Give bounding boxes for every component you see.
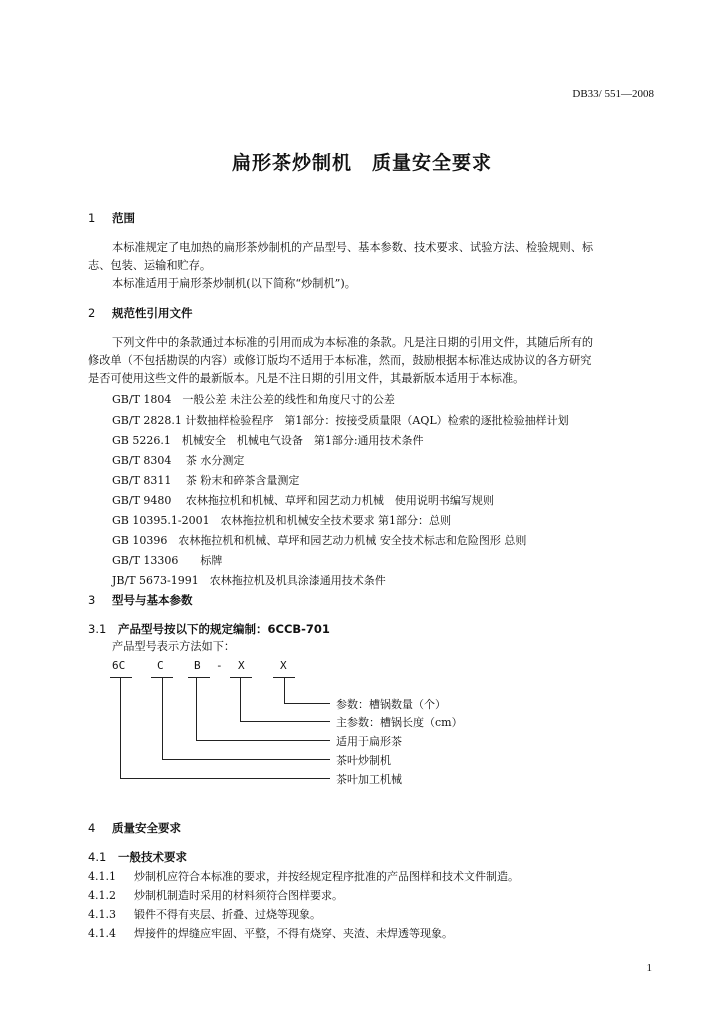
model-label: 主参数：槽锅长度（cm） [336, 716, 463, 729]
section-2-para-line1: 下列文件中的条款通过本标准的引用而成为本标准的条款。凡是注日期的引用文件，其随后所有的 [112, 336, 594, 349]
leader-vertical [162, 677, 163, 759]
model-code-dash: - [216, 659, 223, 672]
reference-item: GB 5226.1 机械安全 机械电气设备 第1部分:通用技术条件 [112, 434, 424, 447]
section-1-para2: 本标准适用于扁形茶炒制机(以下简称“炒制机”)。 [112, 277, 356, 290]
clause-text: 锻件不得有夹层、折叠、过烧等现象。 [134, 908, 321, 921]
subsection-number: 3.1 [88, 622, 107, 636]
reference-item: GB 10395.1-2001 农林拖拉机和机械安全技术要求 第1部分：总则 [112, 514, 452, 527]
clause-number: 4.1.1 [88, 870, 116, 883]
clause-number: 4.1.2 [88, 889, 116, 902]
clause-number: 4.1.4 [88, 927, 116, 940]
section-title: 质量安全要求 [112, 821, 181, 835]
code-underline [110, 677, 132, 678]
clause-text: 炒制机制造时采用的材料须符合图样要求。 [134, 889, 343, 902]
reference-item: JB/T 5673-1991 农林拖拉机及机具涂漆通用技术条件 [112, 574, 386, 587]
section-number: 3 [88, 593, 96, 607]
leader-vertical [240, 677, 241, 721]
clause-item [88, 887, 343, 903]
section-number: 2 [88, 306, 96, 320]
leader-horizontal [162, 759, 330, 760]
section-number: 1 [88, 211, 96, 225]
clause-text: 焊接件的焊缝应牢固、平整，不得有烧穿、夹渣、未焊透等现象。 [134, 927, 453, 940]
leader-horizontal [284, 703, 330, 704]
reference-item: GB/T 8311 茶 粉末和碎茶含量测定 [112, 474, 300, 487]
model-code-x2: X [280, 659, 287, 672]
model-label: 茶叶炒制机 [336, 754, 391, 767]
standard-number: DB33/ 551—2008 [572, 88, 654, 100]
subsection-4-1-heading [88, 849, 187, 865]
section-2-para-line3: 是否可使用这些文件的最新版本。凡是不注日期的引用文件，其最新版本适用于本标准。 [88, 372, 525, 385]
section-1-para1-line2: 志、包装、运输和贮存。 [88, 259, 212, 272]
subsection-3-1-heading [88, 621, 330, 637]
clause-text: 炒制机应符合本标准的要求，并按经规定程序批准的产品图样和技术文件制造。 [134, 870, 519, 883]
subsection-title: 产品型号按以下的规定编制：6CCB-701 [118, 622, 330, 636]
leader-horizontal [240, 721, 330, 722]
leader-horizontal [196, 740, 330, 741]
section-title: 型号与基本参数 [112, 593, 193, 607]
section-2-para-line2: 修改单（不包括勘误的内容）或修订版均不适用于本标准，然而，鼓励根据本标准达成协议的各方研究 [88, 354, 592, 367]
model-label: 茶叶加工机械 [336, 773, 402, 786]
reference-item: GB 10396 农林拖拉机和机械、草坪和园艺动力机械 安全技术标志和危险图形 总则 [112, 534, 527, 547]
subsection-title: 一般技术要求 [118, 850, 187, 864]
reference-item: GB/T 1804 一般公差 未注公差的线性和角度尺寸的公差 [112, 393, 395, 406]
section-4-heading [88, 820, 181, 836]
clause-item [88, 906, 321, 922]
page-number: 1 [646, 962, 652, 974]
leader-vertical [284, 677, 285, 703]
reference-item: GB/T 8304 茶 水分测定 [112, 454, 245, 467]
section-title: 规范性引用文件 [112, 306, 193, 320]
reference-item: GB/T 13306 标牌 [112, 554, 223, 567]
section-3-heading [88, 592, 193, 608]
model-code-6c: 6C [112, 659, 126, 672]
leader-vertical [196, 677, 197, 740]
model-code-x1: X [238, 659, 245, 672]
model-label: 适用于扁形茶 [336, 735, 402, 748]
model-code-c: C [157, 659, 164, 672]
section-1-heading [88, 210, 135, 226]
section-number: 4 [88, 821, 96, 835]
clause-item [88, 925, 453, 941]
clause-item [88, 868, 519, 884]
reference-item: GB/T 2828.1 计数抽样检验程序 第1部分：按接受质量限（AQL）检索的逐批检验抽样计划 [112, 414, 569, 427]
model-label: 参数：槽锅数量（个） [336, 698, 446, 711]
section-1-para1-line1: 本标准规定了电加热的扁形茶炒制机的产品型号、基本参数、技术要求、试验方法、检验规则、标 [112, 241, 594, 254]
code-underline [188, 677, 210, 678]
clause-number: 4.1.3 [88, 908, 116, 921]
section-2-heading [88, 305, 193, 321]
subsection-number: 4.1 [88, 850, 107, 864]
model-code-b: B [194, 659, 201, 672]
leader-horizontal [120, 778, 330, 779]
section-title: 范围 [112, 211, 135, 225]
leader-vertical [120, 677, 121, 778]
code-underline [230, 677, 252, 678]
model-intro: 产品型号表示方法如下： [112, 640, 236, 653]
reference-item: GB/T 9480 农林拖拉机和机械、草坪和园艺动力机械 使用说明书编写规则 [112, 494, 494, 507]
document-title: 扁形茶炒制机 质量安全要求 [231, 152, 492, 174]
